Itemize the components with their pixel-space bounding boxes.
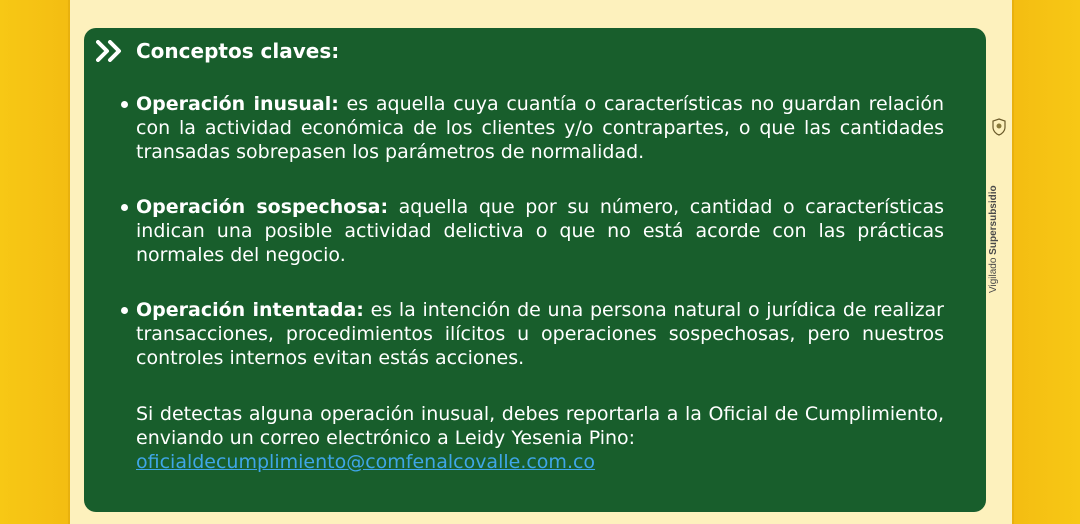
bullet-text: es la intención de una persona natural o jurídica de realizar transacciones, procedimientos ilícitos u operaciones sospechosas, pero nuestros controles internos evitan estás acciones. bbox=[136, 299, 944, 369]
compliance-email-link[interactable]: oficialdecumplimiento@comfenalcovalle.com.co bbox=[136, 451, 596, 473]
bullet-suspicious-operation bbox=[136, 195, 944, 267]
key-concepts-panel bbox=[84, 28, 986, 512]
bullet-unusual-operation bbox=[136, 92, 944, 164]
bullet-term: Operación sospechosa: bbox=[136, 196, 389, 218]
bullet-term: Operación inusual: bbox=[136, 93, 339, 115]
bullet-text: aquella que por su número, cantidad o características indican una posible actividad delictiva o que no está acorde con las prácticas normales del negocio. bbox=[136, 196, 945, 266]
vigilado-prefix: Vigilado bbox=[988, 257, 999, 293]
vigilado-supersubsidio bbox=[985, 118, 1013, 293]
panel-title: Conceptos claves: bbox=[136, 39, 340, 63]
vigilado-text bbox=[988, 185, 999, 293]
double-chevron-right-icon bbox=[96, 40, 126, 62]
right-yellow-border bbox=[1014, 0, 1080, 524]
shield-emblem-icon bbox=[991, 118, 1007, 136]
bullet-attempted-operation bbox=[136, 298, 944, 370]
bullet-dot bbox=[121, 101, 128, 108]
panel-header bbox=[96, 38, 339, 64]
left-yellow-border bbox=[0, 0, 68, 524]
bullet-term: Operación intentada: bbox=[136, 299, 364, 321]
bullet-text: es aquella cuya cuantía o características no guardan relación con la actividad económica de los clientes y/o contrapartes, o que las cantidades transadas sobrepasen los parámetros de normalidad. bbox=[136, 93, 944, 163]
report-note bbox=[136, 402, 944, 474]
bullet-dot bbox=[121, 307, 128, 314]
report-note-text: Si detectas alguna operación inusual, debes reportarla a la Oficial de Cumplimiento, enviando un correo electrónico a Leidy Yesenia Pino: bbox=[136, 403, 944, 449]
bullet-dot bbox=[121, 204, 128, 211]
vigilado-brand: Supersubsidio bbox=[988, 185, 999, 255]
